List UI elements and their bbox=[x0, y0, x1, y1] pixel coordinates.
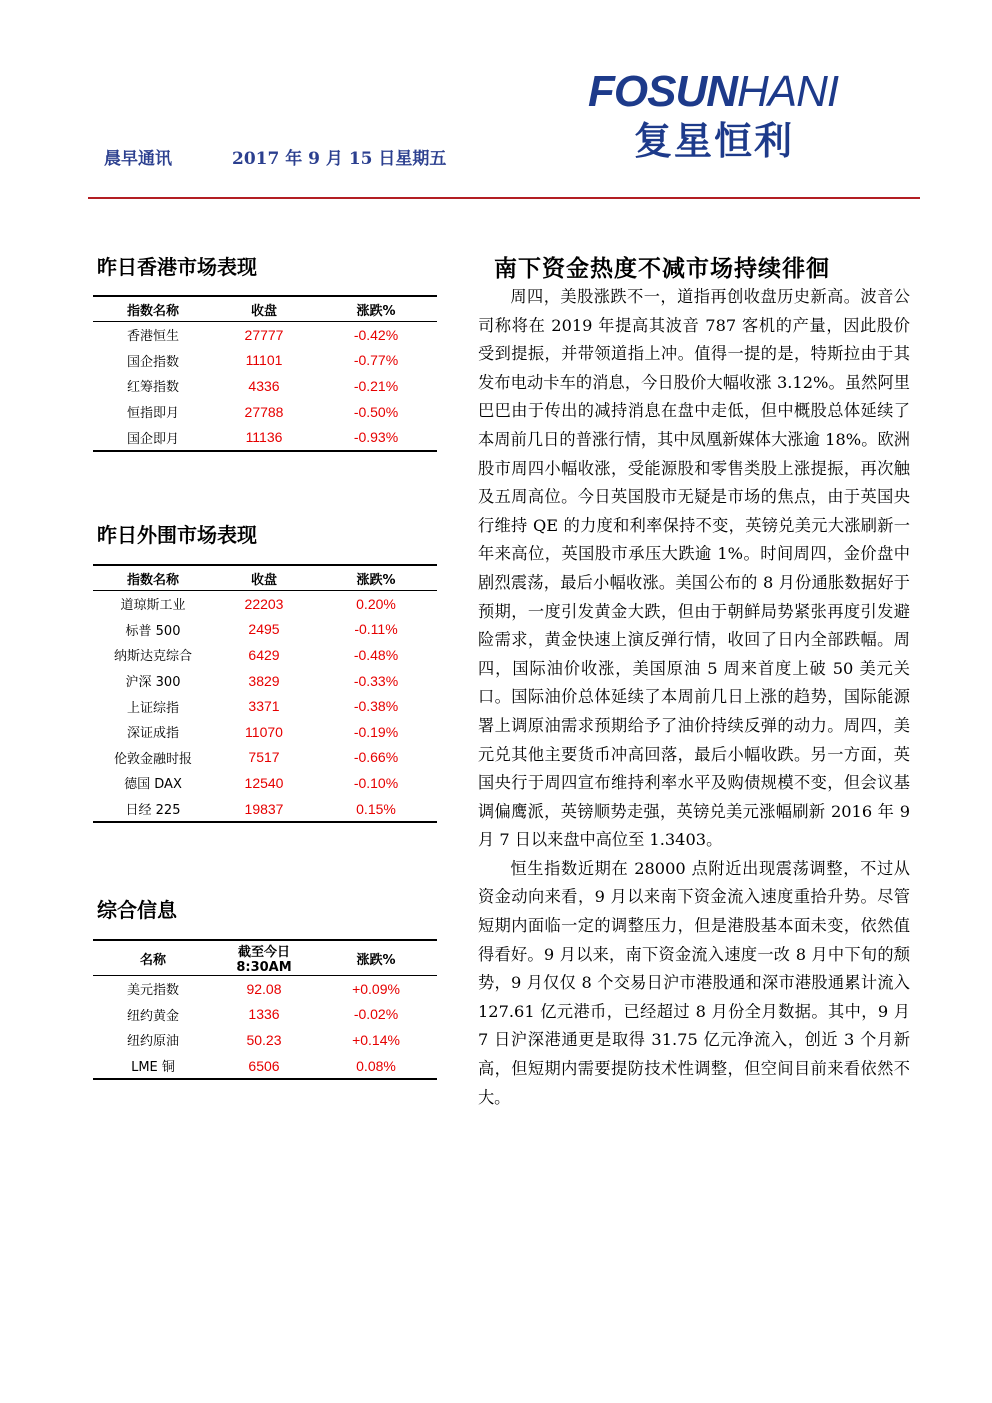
column-header: 涨跌% bbox=[356, 572, 396, 588]
change-pct-cell: -0.02% bbox=[353, 1006, 399, 1023]
change-pct-cell: -0.38% bbox=[353, 698, 399, 715]
table-row bbox=[93, 976, 437, 1002]
table-header-row bbox=[93, 565, 437, 591]
index-name-cell: 德国 DAX bbox=[124, 777, 182, 793]
index-name-cell: 纽约黄金 bbox=[126, 1008, 179, 1024]
article-title: 南下资金热度不减市场持续徘徊 bbox=[494, 256, 830, 282]
table-row bbox=[93, 745, 437, 771]
column-header: 截至今日 8:30AM bbox=[236, 945, 292, 975]
index-name-cell: 纳斯达克综合 bbox=[113, 649, 192, 665]
index-name-cell: LME 铜 bbox=[131, 1060, 175, 1076]
column-header: 指数名称 bbox=[126, 572, 179, 588]
hk-market-title: 昨日香港市场表现 bbox=[97, 255, 257, 279]
close-value-cell: 11101 bbox=[245, 352, 283, 369]
index-name-cell: 日经 225 bbox=[125, 803, 181, 819]
change-pct-cell: 0.15% bbox=[356, 800, 396, 817]
table-header-row bbox=[93, 940, 437, 976]
company-logo bbox=[588, 67, 888, 165]
close-value-cell: 6429 bbox=[248, 646, 280, 663]
close-value-cell: 92.08 bbox=[246, 980, 282, 997]
change-pct-cell: +0.14% bbox=[352, 1031, 400, 1048]
global-market-title: 昨日外围市场表现 bbox=[97, 523, 257, 547]
index-name-cell: 国企指数 bbox=[126, 354, 179, 370]
publication-name: 晨早通讯 bbox=[104, 149, 172, 169]
index-name-cell: 美元指数 bbox=[126, 983, 179, 999]
change-pct-cell: -0.50% bbox=[353, 403, 399, 420]
table-row bbox=[93, 719, 437, 745]
column-header: 名称 bbox=[139, 952, 166, 968]
article-body bbox=[478, 283, 910, 1112]
table-row bbox=[93, 770, 437, 796]
table-row bbox=[93, 348, 437, 374]
change-pct-cell: +0.09% bbox=[352, 980, 400, 997]
column-header: 指数名称 bbox=[126, 303, 179, 319]
table-row bbox=[93, 796, 437, 823]
table-row bbox=[93, 322, 437, 348]
table-row bbox=[93, 668, 437, 694]
close-value-cell: 3371 bbox=[248, 698, 280, 715]
column-header: 涨跌% bbox=[356, 303, 396, 319]
table-row bbox=[93, 693, 437, 719]
close-value-cell: 12540 bbox=[244, 774, 284, 791]
change-pct-cell: -0.93% bbox=[353, 429, 399, 446]
table-row bbox=[93, 1002, 437, 1028]
index-name-cell: 深证成指 bbox=[126, 726, 179, 742]
table-row bbox=[93, 1027, 437, 1053]
table-row bbox=[93, 1053, 437, 1080]
global-market-table bbox=[93, 564, 437, 823]
table-row bbox=[93, 399, 437, 425]
change-pct-cell: -0.48% bbox=[353, 646, 399, 663]
logo-en-light: HANI bbox=[737, 67, 839, 116]
index-name-cell: 香港恒生 bbox=[126, 329, 179, 345]
index-name-cell: 道琼斯工业 bbox=[120, 598, 186, 614]
index-name-cell: 标普 500 bbox=[125, 623, 181, 639]
change-pct-cell: -0.21% bbox=[353, 377, 399, 394]
close-value-cell: 22203 bbox=[244, 595, 284, 612]
change-pct-cell: -0.19% bbox=[353, 723, 399, 740]
index-name-cell: 红筹指数 bbox=[126, 380, 179, 396]
header-divider bbox=[88, 197, 920, 199]
close-value-cell: 11136 bbox=[245, 429, 283, 446]
close-value-cell: 4336 bbox=[248, 377, 280, 394]
article-paragraph: 周四，美股涨跌不一，道指再创收盘历史新高。波音公司称将在 2019 年提高其波音 787 客机的产量，因此股价受到提振，并带领道指上冲。值得一提的是，特斯拉由于其发布电动卡车的消息，今日股价大幅收涨 3.12%。虽然阿里巴巴由于传出的减持消息在盘中走低，但中概股总体延续了本周前几日的普涨行情，其中凤凰新媒体大涨逾 18%。欧洲股市周四小幅收涨，受能源股和零售类股上涨提振，再次触及五周高位。今日英国股市无疑是市场的焦点，由于英国央行维持 QE 的力度和利率保持不变，英镑兑美元大涨刷新一年来高位，英国股市承压大跌逾 1%。时间周四，金价盘中剧烈震荡，最后小幅收涨。美国公布的 8 月份通胀数据好于预期，一度引发黄金大跌，但由于朝鲜局势紧张再度引发避险需求，黄金快速上演反弹行情，收回了日内全部跌幅。周四，国际油价收涨，美国原油 5 周来首度上破 50 美元关口。国际油价总体延续了本周前几日上涨的趋势，国际能源署上调原油需求预期给予了油价持续反弹的动力。周四，美元兑其他主要货币冲高回落，最后小幅收跌。另一方面，英国央行于周四宣布维持利率水平及购债规模不变，但会议基调偏鹰派，英镑顺势走强，英镑兑美元涨幅刷新 2016 年 9 月 7 日以来盘中高位至 1.3403。 bbox=[478, 287, 910, 850]
index-name-cell: 上证综指 bbox=[126, 700, 179, 716]
close-value-cell: 3829 bbox=[248, 672, 280, 689]
logo-english bbox=[588, 67, 888, 116]
close-value-cell: 50.23 bbox=[246, 1031, 282, 1048]
change-pct-cell: -0.10% bbox=[353, 774, 399, 791]
change-pct-cell: 0.08% bbox=[356, 1057, 396, 1074]
table-row bbox=[93, 617, 437, 643]
table-row bbox=[93, 591, 437, 617]
hk-market-table bbox=[93, 295, 437, 452]
change-pct-cell: -0.33% bbox=[353, 672, 399, 689]
close-value-cell: 11070 bbox=[245, 723, 283, 740]
change-pct-cell: -0.77% bbox=[353, 352, 399, 369]
change-pct-cell: 0.20% bbox=[356, 595, 396, 612]
general-info-title: 综合信息 bbox=[97, 898, 177, 922]
logo-en-bold: FOSUN bbox=[588, 67, 737, 116]
column-header: 涨跌% bbox=[356, 952, 396, 968]
column-header: 收盘 bbox=[250, 303, 277, 319]
close-value-cell: 1336 bbox=[248, 1006, 280, 1023]
logo-chinese: 复星恒利 bbox=[634, 119, 795, 163]
article-paragraph: 恒生指数近期在 28000 点附近出现震荡调整，不过从资金动向来看，9 月以来南下资金流入速度重拾升势。尽管短期内面临一定的调整压力，但是港股基本面未变，依然值得看好。9 月以来，南下资金流入速度一改 8 月中下旬的颓势，9 月仅仅 8 个交易日沪市港股通和深市港股通累计流入 127.61 亿元港币，已经超过 8 月份全月数据。其中，9 月 7 日沪深港通更是取得 31.75 亿元净流入，创近 3 个月新高，但短期内需要提防技术性调整，但空间目前来看依然不大。 bbox=[478, 858, 910, 1107]
close-value-cell: 19837 bbox=[244, 800, 284, 817]
table-row bbox=[93, 424, 437, 451]
column-header: 收盘 bbox=[250, 572, 277, 588]
index-name-cell: 伦敦金融时报 bbox=[113, 751, 192, 767]
table-row bbox=[93, 373, 437, 399]
table-row bbox=[93, 642, 437, 668]
close-value-cell: 7517 bbox=[248, 749, 280, 766]
table-header-row bbox=[93, 296, 437, 322]
publication-date: 2017 年 9 月 15 日星期五 bbox=[232, 149, 447, 169]
change-pct-cell: -0.42% bbox=[353, 326, 399, 343]
close-value-cell: 6506 bbox=[248, 1057, 280, 1074]
general-info-table bbox=[93, 939, 437, 1080]
change-pct-cell: -0.66% bbox=[353, 749, 399, 766]
close-value-cell: 2495 bbox=[248, 621, 280, 638]
close-value-cell: 27777 bbox=[244, 326, 284, 343]
close-value-cell: 27788 bbox=[244, 403, 284, 420]
index-name-cell: 纽约原油 bbox=[126, 1034, 179, 1050]
index-name-cell: 国企即月 bbox=[126, 431, 179, 447]
index-name-cell: 沪深 300 bbox=[125, 675, 181, 691]
change-pct-cell: -0.11% bbox=[354, 621, 398, 638]
index-name-cell: 恒指即月 bbox=[126, 406, 179, 422]
